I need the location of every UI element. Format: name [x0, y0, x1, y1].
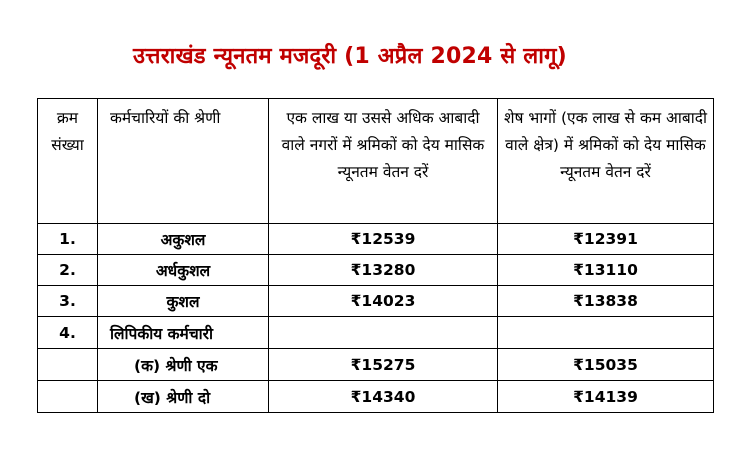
row-category: कुशल: [98, 286, 269, 317]
row-rest-wage: ₹13838: [498, 286, 714, 317]
row-category: अकुशल: [98, 224, 269, 255]
row-urban-wage: ₹12539: [269, 224, 498, 255]
minimum-wage-table: [37, 98, 714, 413]
page-title: उत्तराखंड न्यूनतम मजदूरी (1 अप्रैल 2024 से लागू): [133, 44, 567, 69]
row-urban-wage: [269, 317, 498, 349]
row-rest-wage: [498, 317, 714, 349]
row-serial-number: 4.: [38, 317, 98, 349]
header-urban-wage: एक लाख या उससे अधिक आबादी वाले नगरों में श्रमिकों को देय मासिक न्यूनतम वेतन दरें: [269, 99, 498, 224]
row-category: लिपिकीय कर्मचारी: [98, 317, 269, 349]
row-serial-number: 3.: [38, 286, 98, 317]
table-header-row: [38, 99, 714, 224]
row-urban-wage: ₹15275: [269, 349, 498, 381]
header-rest-wage: शेष भागों (एक लाख से कम आबादी वाले क्षेत्र) में श्रमिकों को देय मासिक न्यूनतम वेतन दरें: [498, 99, 714, 224]
row-category: अर्धकुशल: [98, 255, 269, 286]
table-row: [38, 381, 714, 413]
row-rest-wage: ₹15035: [498, 349, 714, 381]
row-category: (क) श्रेणी एक: [98, 349, 269, 381]
header-serial-line-2: संख्या: [51, 136, 84, 155]
row-rest-wage: ₹12391: [498, 224, 714, 255]
header-employee-category: कर्मचारियों की श्रेणी: [98, 99, 269, 224]
row-serial-number: [38, 349, 98, 381]
row-serial-number: 1.: [38, 224, 98, 255]
row-serial-number: 2.: [38, 255, 98, 286]
row-rest-wage: ₹13110: [498, 255, 714, 286]
row-serial-number: [38, 381, 98, 413]
row-category: (ख) श्रेणी दो: [98, 381, 269, 413]
header-serial-line-1: क्रम: [56, 109, 79, 127]
table-row: [38, 349, 714, 381]
row-rest-wage: ₹14139: [498, 381, 714, 413]
row-urban-wage: ₹13280: [269, 255, 498, 286]
header-serial-number: [38, 99, 98, 224]
table-row: [38, 286, 714, 317]
row-urban-wage: ₹14023: [269, 286, 498, 317]
table-row: [38, 317, 714, 349]
table-row: [38, 255, 714, 286]
table-row: [38, 224, 714, 255]
row-urban-wage: ₹14340: [269, 381, 498, 413]
